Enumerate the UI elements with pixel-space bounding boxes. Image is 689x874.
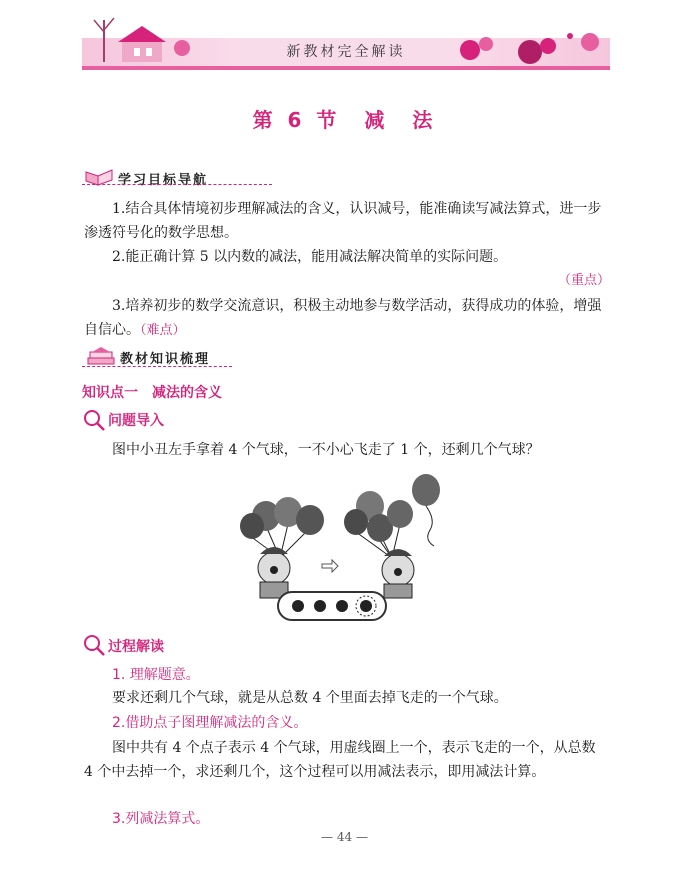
goal-item-1: 1.结合具体情境初步理解减法的含义，认识减号，能准确读写减法算式，进一步渗透符号化的数学思想。 <box>84 201 602 241</box>
header-title: 新教材完全解读 <box>286 44 406 60</box>
step-3-title: 3.列减法算式。 <box>112 811 210 827</box>
step-2-title: 2.借助点子图理解减法的含义。 <box>112 715 308 731</box>
step-1-text: 要求还剩几个气球，就是从总数 4 个里面去掉飞走的一个气球。 <box>112 690 508 706</box>
clown-balloon-illustration <box>230 466 446 626</box>
page-number: — 44 — <box>321 830 368 844</box>
page-title: 第 6 节 减 法 <box>252 108 437 132</box>
magnifier-icon <box>82 633 106 657</box>
knowledge-heading-underline <box>82 366 232 367</box>
goals-heading-underline <box>82 184 272 185</box>
goal-item-2-tag: （重点） <box>557 273 610 288</box>
intro-text: 图中小丑左手拿着 4 个气球，一不小心飞走了 1 个，还剩几个气球？ <box>112 442 540 458</box>
book-stack-icon <box>84 346 118 366</box>
goal-item-3 <box>84 294 608 343</box>
goal-item-3-text: 3.培养初步的数学交流意识，积极主动地参与数学活动，获得成功的体验，增强自信心。 <box>84 298 602 338</box>
goals-heading: 学习目标导航 <box>118 173 209 188</box>
knowledge-point-title: 知识点一 减法的含义 <box>82 385 222 401</box>
intro-heading: 问题导入 <box>108 413 164 429</box>
process-heading: 过程解读 <box>108 639 164 655</box>
step-2-text: 图中共有 4 个点子表示 4 个气球，用虚线圈上一个，表示飞走的一个，从总数 4 个中去掉一个，求还剩几个，这个过程可以用减法表示，即用减法计算。 <box>84 740 596 780</box>
goal-item-3-tag: （难点） <box>140 323 186 338</box>
knowledge-heading: 教材知识梳理 <box>120 352 211 367</box>
magnifier-icon <box>82 408 106 432</box>
step-1-title: 1. 理解题意。 <box>112 667 200 683</box>
goal-item-2: 2.能正确计算 5 以内数的减法，能用减法解决简单的实际问题。 <box>112 249 508 265</box>
